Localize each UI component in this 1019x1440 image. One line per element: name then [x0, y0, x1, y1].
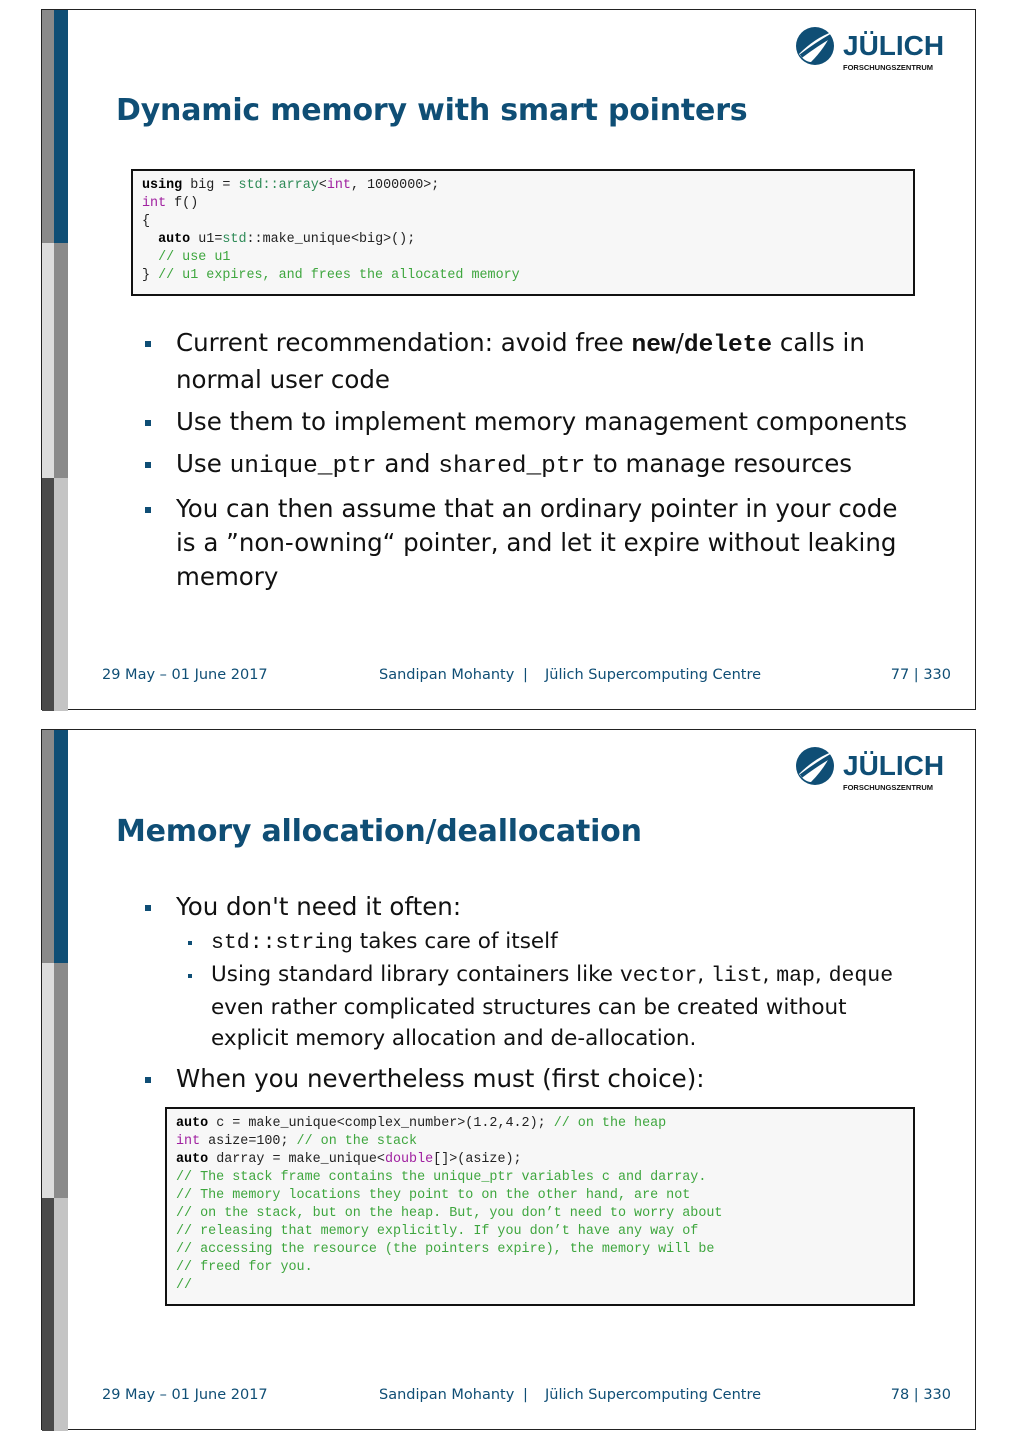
- footer-page-number: 77 | 330: [890, 667, 951, 683]
- bullet-list: [143, 326, 923, 602]
- list-item: When you nevertheless must (first choice):: [143, 1062, 923, 1096]
- logo-subtitle: FORSCHUNGSZENTRUM: [843, 783, 933, 792]
- footer-date: 29 May – 01 June 2017: [102, 667, 268, 683]
- footer-date: 29 May – 01 June 2017: [102, 1387, 268, 1403]
- list-item: Current recommendation: avoid free new/delete calls in normal user code: [143, 326, 923, 397]
- code-block: using big = std::array<int, 1000000>; int f() { auto u1=std::make_unique<big>(); // use u1 } // u1 expires, and frees the allocated memory: [131, 169, 915, 296]
- sub-bullet-list: [176, 926, 923, 1054]
- slide-footer: [102, 1387, 951, 1407]
- sub-list-item: std::string takes care of itself: [178, 926, 923, 959]
- footer-separator: |: [523, 1387, 528, 1403]
- side-color-bar: [42, 730, 68, 1429]
- bullet-list: [143, 890, 923, 1104]
- list-item: You don't need it often: std::string takes care of itself Using standard library containers like vector, list, map, deque even rather complicated structures can be created without explicit memory allocation and de-allocation.: [143, 890, 923, 1054]
- julich-logo: [791, 742, 951, 798]
- footer-org: Jülich Supercomputing Centre: [545, 667, 762, 683]
- side-color-bar: [42, 10, 68, 709]
- logo-wordmark: JÜLICH: [843, 750, 945, 781]
- list-item: You can then assume that an ordinary pointer in your code is a ”non-owning“ pointer, and let it expire without leaking memory: [143, 492, 923, 594]
- logo-subtitle: FORSCHUNGSZENTRUM: [843, 63, 933, 72]
- footer-author: Sandipan Mohanty: [379, 667, 515, 683]
- logo-wordmark: JÜLICH: [843, 30, 945, 61]
- slide-78: [41, 729, 976, 1430]
- slide-footer: [102, 667, 951, 687]
- footer-org: Jülich Supercomputing Centre: [545, 1387, 762, 1403]
- slide-title: Memory allocation/deallocation: [116, 814, 642, 849]
- footer-separator: |: [523, 667, 528, 683]
- sub-list-item: Using standard library containers like vector, list, map, deque even rather complicated structures can be created without explicit memory allocation and de-allocation.: [178, 959, 923, 1054]
- slide-title: Dynamic memory with smart pointers: [116, 93, 748, 128]
- slide-77: [41, 9, 976, 710]
- footer-page-number: 78 | 330: [890, 1387, 951, 1403]
- julich-logo: [791, 22, 951, 78]
- code-block: auto c = make_unique<complex_number>(1.2,4.2); // on the heap int asize=100; // on the stack auto darray = make_unique<double[]>(asize); // The stack frame contains the unique_ptr variables c and darray. // The memory locations they point to on the other hand, are not // on the stack, but on the heap. But, you don’t need to worry about // releasing that memory explicitly. If you don’t have any way of // accessing the resource (the pointers expire), the memory will be // freed for you. //: [165, 1107, 915, 1306]
- footer-author: Sandipan Mohanty: [379, 1387, 515, 1403]
- list-item: Use them to implement memory management components: [143, 405, 923, 439]
- list-item: Use unique_ptr and shared_ptr to manage resources: [143, 447, 923, 484]
